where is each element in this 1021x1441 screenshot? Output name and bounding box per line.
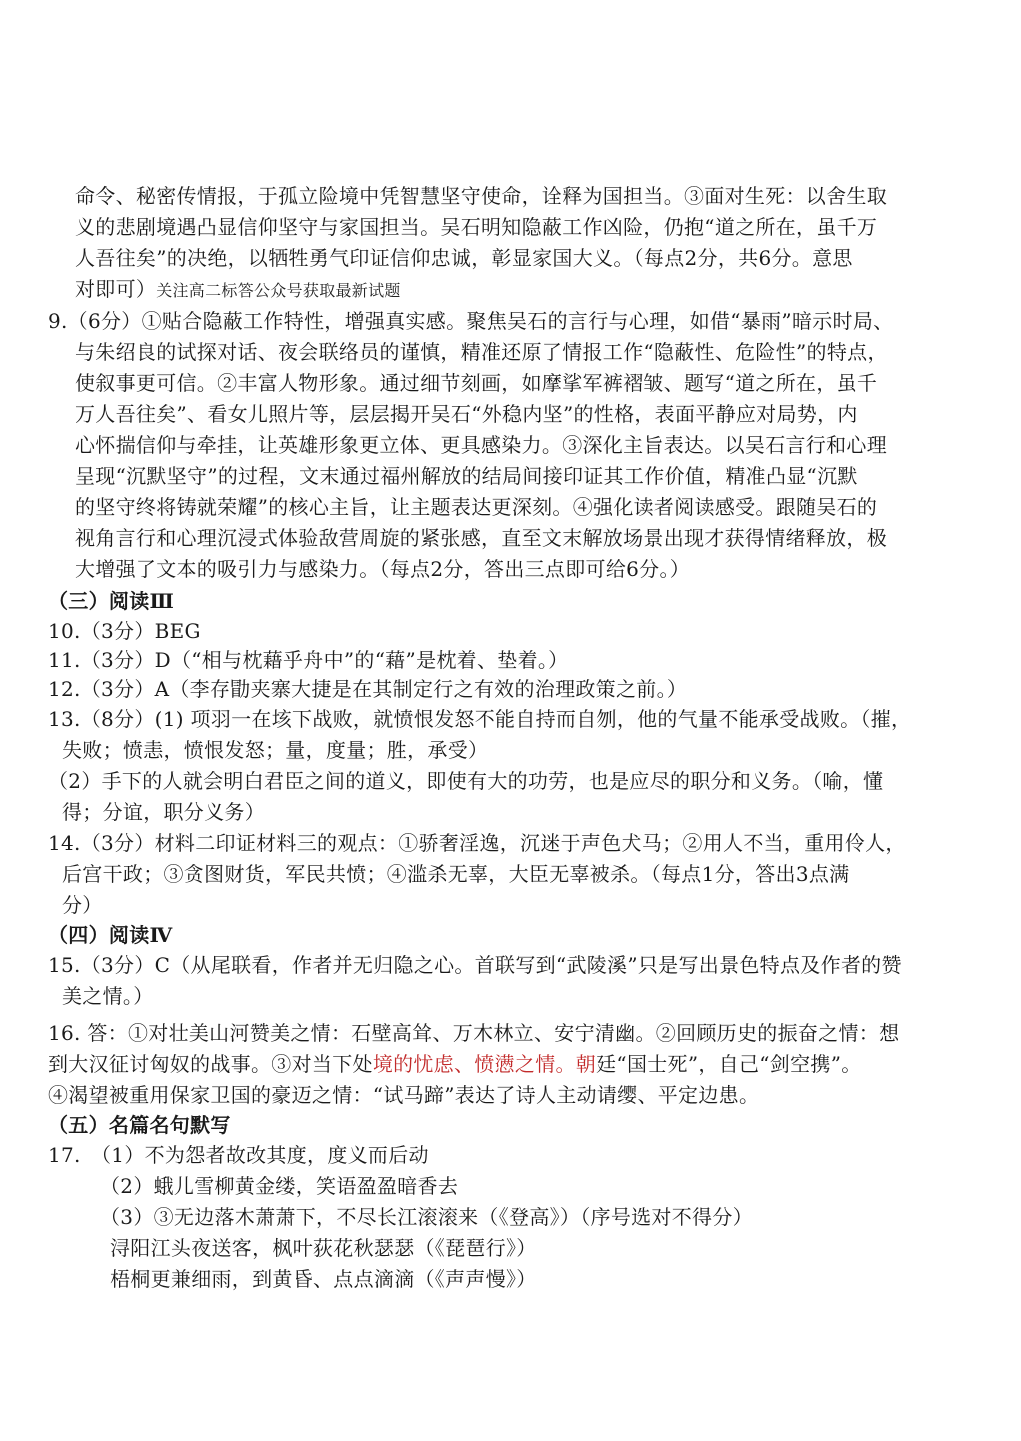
- answer-line: [62, 797, 265, 827]
- answer-line: [75, 337, 888, 367]
- section-heading: [48, 586, 174, 616]
- line-text: 14.（3分）材料二印证材料三的观点：①骄奢淫逸，沉迷于声色犬马；②用人不当，重用伶人，: [48, 831, 906, 855]
- line-text: 美之情。）: [62, 984, 154, 1008]
- line-text: 命令、秘密传情报，于孤立险境中凭智慧坚守使命，诠释为国担当。③面对生死：以舍生取: [75, 184, 887, 208]
- line-text: （三）阅读Ⅲ: [48, 589, 175, 613]
- answer-line: [75, 274, 401, 306]
- answer-line: [75, 492, 877, 522]
- line-text: 11.（3分）D（“相与枕藉乎舟中”的“藉”是枕着、垫着。）: [48, 648, 569, 672]
- answer-line: [75, 523, 887, 553]
- answer-line: [62, 890, 103, 920]
- answer-line: [48, 704, 911, 734]
- answer-line: [48, 950, 902, 980]
- answer-line: [100, 1171, 458, 1201]
- answer-line: [110, 1233, 537, 1263]
- line-text: 视角言行和心理沉浸式体验敌营周旋的紧张感，直至文末解放场景出现才获得情绪释放，极: [75, 526, 887, 550]
- line-text: ④渴望被重用保家卫国的豪迈之情：“试马蹄”表达了诗人主动请缨、平定边患。: [48, 1083, 760, 1107]
- answer-line: [75, 243, 853, 273]
- line-text: 的坚守终将铸就荣耀”的核心主旨，让主题表达更深刻。④强化读者阅读感受。跟随吴石的: [75, 495, 878, 519]
- answer-line: [75, 430, 887, 460]
- section-heading: [48, 920, 173, 950]
- line-segment: 到大汉征讨匈奴的战事。③对当下处: [48, 1052, 373, 1076]
- line-text: 17. （1）不为怨者故改其度，度义而后动: [48, 1143, 429, 1167]
- answer-line: [62, 981, 154, 1011]
- answer-line: [75, 461, 858, 491]
- answer-line: [48, 1140, 429, 1170]
- section-heading: [48, 1110, 231, 1140]
- line-text: 对即可）: [75, 277, 157, 301]
- answer-line: [48, 1018, 899, 1048]
- line-text: 梧桐更兼细雨，到黄昏、点点滴滴（《声声慢》）: [110, 1267, 537, 1291]
- line-text: （2）蛾儿雪柳黄金缕，笑语盈盈暗香去: [100, 1174, 459, 1198]
- answer-line: [48, 1049, 862, 1079]
- answer-line: [75, 212, 877, 242]
- line-text: 得；分谊，职分义务）: [62, 800, 265, 824]
- line-text: 浔阳江头夜送客，枫叶荻花秋瑟瑟（《琵琶行》）: [110, 1236, 537, 1260]
- answer-line: [48, 674, 687, 704]
- line-text: （2）手下的人就会明白君臣之间的道义，即使有大的功劳，也是应尽的职分和义务。（喻，懂: [48, 769, 884, 793]
- answer-line: [62, 735, 488, 765]
- answer-line: [75, 368, 877, 398]
- line-text: 10.（3分）BEG: [48, 619, 201, 643]
- inline-note: 关注高二标答公众号获取最新试题: [156, 281, 401, 300]
- line-text: 万人吾往矣”、看女儿照片等，层层揭开吴石“外稳内坚”的性格，表面平静应对局势，内: [75, 402, 858, 426]
- line-text: （五）名篇名句默写: [48, 1113, 231, 1137]
- answer-line: [75, 181, 887, 211]
- answer-line: [48, 766, 883, 796]
- answer-line: [48, 1080, 759, 1110]
- highlighted-segment: 境的忧虑、愤懑之情。朝: [372, 1052, 597, 1076]
- line-text: 12.（3分）A（李存勖夹寨大捷是在其制定行之有效的治理政策之前。）: [48, 677, 688, 701]
- answer-line: [48, 828, 906, 858]
- answer-line: [48, 616, 201, 646]
- line-text: （四）阅读Ⅳ: [48, 923, 173, 947]
- line-text: 后宫干政；③贪图财货，军民共愤；④滥杀无辜，大臣无辜被杀。（每点1分，答出3点满: [62, 862, 850, 886]
- answer-line: [48, 306, 893, 336]
- line-text: （3）③无边落木萧萧下，不尽长江滚滚来（《登高》）（序号选对不得分）: [100, 1205, 753, 1229]
- answer-line: [110, 1264, 537, 1294]
- line-text: 义的悲剧境遇凸显信仰坚守与家国担当。吴石明知隐蔽工作凶险，仍抱“道之所在，虽千万: [75, 215, 878, 239]
- line-text: 13.（8分）(1) 项羽一在垓下战败，就愤恨发怒不能自持而自刎，他的气量不能承受战败。（摧，: [48, 707, 912, 731]
- line-text: 与朱绍良的试探对话、夜会联络员的谨慎，精准还原了情报工作“隐蔽性、危险性”的特点，: [75, 340, 888, 364]
- answer-line: [75, 554, 690, 584]
- line-text: 16. 答：①对壮美山河赞美之情：石壁高耸、万木林立、安宁清幽。②回顾历史的振奋之情：想: [48, 1021, 900, 1045]
- line-text: 分）: [62, 893, 103, 917]
- line-text: 15.（3分）C（从尾联看，作者并无归隐之心。首联写到“武陵溪”只是写出景色特点及作者的赞: [48, 953, 902, 977]
- line-text: 使叙事更可信。②丰富人物形象。通过细节刻画，如摩挲军裤褶皱、题写“道之所在，虽千: [75, 371, 878, 395]
- line-text: 大增强了文本的吸引力与感染力。（每点2分，答出三点即可给6分。）: [75, 557, 691, 581]
- line-text: 9.（6分）①贴合隐蔽工作特性，增强真实感。聚焦吴石的言行与心理，如借“暴雨”暗示时局、: [48, 309, 894, 333]
- answer-line: [100, 1202, 753, 1232]
- line-text: 失败；愤恚，愤恨发怒；量，度量；胜，承受）: [62, 738, 489, 762]
- answer-line: [48, 645, 568, 675]
- line-segment: 廷“国士死”，自己“剑空携”。: [596, 1052, 862, 1076]
- line-text: 人吾往矣”的决绝，以牺牲勇气印证信仰忠诚，彰显家国大义。（每点2分，共6分。意思: [75, 246, 853, 270]
- line-text: 呈现“沉默坚守”的过程，文末通过福州解放的结局间接印证其工作价值，精准凸显“沉默: [75, 464, 858, 488]
- line-text: 心怀揣信仰与牵挂，让英雄形象更立体、更具感染力。③深化主旨表达。以吴石言行和心理: [75, 433, 887, 457]
- answer-line: [75, 399, 858, 429]
- answer-line: [62, 859, 849, 889]
